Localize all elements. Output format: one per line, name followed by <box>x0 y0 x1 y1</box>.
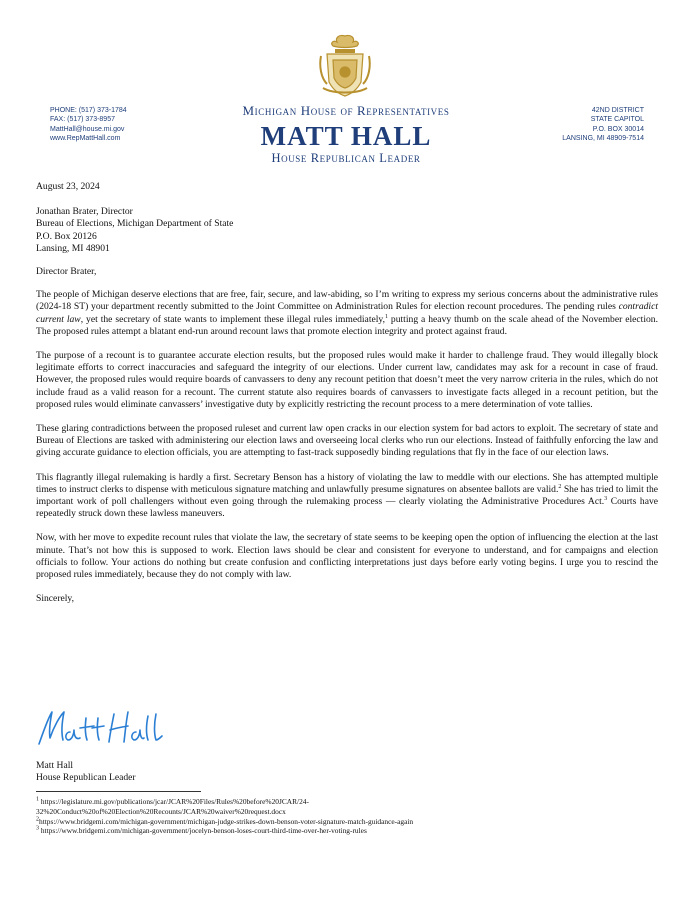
capitol-text: STATE CAPITOL <box>590 116 644 124</box>
footnote-ref[interactable]: 3 <box>604 495 608 502</box>
phone-text: PHONE: (517) 373-1784 <box>50 107 127 114</box>
paragraph-text: , yet the secretary of state wants to implement these illegal rules immediately, <box>80 313 385 325</box>
footnote-link[interactable]: https://www.bridgemi.com/michigan-government/jocelyn-benson-loses-court-third-time-over-her-voting-rules <box>39 826 367 836</box>
recipient-address <box>36 206 658 255</box>
footnote-1 <box>36 797 666 807</box>
paragraph-text: This flagrantly illegal rulemaking is hardly a first. Secretary Benson has a history of violating the law to meddle with our elections. She has attempted multiple times to instruct clerks to dispense with meticulous signature matching and unlawfully presume signatures on absentee ballots are valid. <box>36 471 658 495</box>
footnote-ref[interactable]: 1 <box>384 313 388 320</box>
emphasis-text: contradict current law <box>36 301 658 325</box>
paragraph-2: The purpose of a recount is to guarantee accurate election results, but the proposed rules would make it harder to challenge fraud. They would illegally block legitimate efforts to correct inaccuracies and safeguard the integrity of our elections. Under current law, candidates may ask for a recount in case of fraud. However, the proposed rules would require boards of canvassers to deny any recount petition that doesn’t meet the very narrow criteria in the rules, which do not include fraud as a valid reason for a recount. The current statute also requires boards of canvassers to investigate facts alleged in a recount petition, but the proposed rules would eliminate canvassers’ investigative duty by explicitly restricting the recount process to a mere determination of vote tallies. <box>36 350 658 410</box>
recipient-line: Bureau of Elections, Michigan Department of State <box>36 218 234 230</box>
paragraph-3: These glaring contradictions between the proposed ruleset and current law open cracks in our election system for bad actors to exploit. The secretary of state and Bureau of Elections are tasked with administering our election laws and overseeing local clerks who run our elections. Instead of faithfully enforcing the law and giving accurate guidance to election officials, you are attempting to fast-track supposedly binding regulations that fly in the face of our election laws. <box>36 423 658 459</box>
footnote-ref[interactable]: 2 <box>558 483 562 490</box>
letterhead-contact-right <box>562 106 644 143</box>
po-box-text: P.O. BOX 30014 <box>592 125 644 133</box>
representative-title: House Republican Leader <box>271 151 421 165</box>
paragraph-text: putting a heavy thumb on the scale ahead of the November election. The proposed rules attempt a blatant end-run around recount laws that promote election integrity and protect against fraud. <box>36 313 658 337</box>
paragraph-text: Courts have repeatedly struck down these lawless maneuvers. <box>36 496 659 520</box>
footnote-mark: 3 <box>36 825 39 832</box>
letter-date: August 23, 2024 <box>36 181 100 192</box>
fax-text: FAX: (517) 373-8957 <box>50 116 115 124</box>
footnotes <box>36 797 666 836</box>
footnote-3 <box>36 826 666 836</box>
paragraph-4 <box>36 472 658 521</box>
email-link[interactable]: MattHall@house.mi.gov <box>50 125 125 133</box>
footnote-1-continued <box>36 807 666 817</box>
signer-name: Matt Hall <box>36 760 74 771</box>
city-text: LANSING, MI 48909-7514 <box>562 134 644 142</box>
district-text: 42ND DISTRICT <box>591 107 644 114</box>
signer-block <box>36 760 136 784</box>
handwritten-signature <box>36 706 166 750</box>
michigan-state-seal-icon <box>313 32 377 102</box>
footnote-divider <box>36 791 201 792</box>
footnote-mark: 1 <box>36 796 39 803</box>
recipient-line: Lansing, MI 48901 <box>36 242 110 254</box>
signer-title: House Republican Leader <box>36 772 136 784</box>
closing: Sincerely, <box>36 593 75 605</box>
representative-name: MATT HALL <box>260 121 432 151</box>
paragraph-1 <box>36 289 658 338</box>
paragraph-5: Now, with her move to expedite recount rules that violate the law, the secretary of state seems to be keeping open the option of influencing the election at the last minute. That’s not how this is supposed to work. Election laws should be clear and consistent for everyone to understand, and for campaigns and election officials to follow. Your actions do nothing but create confusion and conflicting interpretations just days before early voting begins. I urge you to rescind the proposed rules immediately, because they do not comply with law. <box>36 532 658 581</box>
chamber-name: Michigan House of Representatives <box>242 103 450 118</box>
paragraph-text: She has tried to limit the important work of poll challengers without even going through the rulemaking process — clearly violating the Administrative Procedures Act. <box>36 483 658 508</box>
website-link[interactable]: www.RepMattHall.com <box>50 134 121 142</box>
recipient-line: P.O. Box 20126 <box>36 230 97 242</box>
footnote-mark: 2 <box>36 816 39 823</box>
salutation: Director Brater, <box>36 266 97 278</box>
footnote-2 <box>36 817 666 827</box>
footnote-link[interactable]: 32%20Conduct%20of%20Election%20Recounts/JCAR%20waiver%20request.docx <box>36 806 286 816</box>
footnote-link[interactable]: https://www.bridgemi.com/michigan-government/michigan-judge-strikes-down-benson-voter-signature-match-guidance-again <box>39 816 414 826</box>
recipient-line: Jonathan Brater, Director <box>36 206 133 218</box>
letter-body <box>36 181 658 605</box>
paragraph-text: The people of Michigan deserve elections that are free, fair, secure, and law-abiding, so I’m writing to express my serious concerns about the administrative rules (2024-18 ST) your department recently submitted to the Joint Committee on Administration Rules for election recount procedures. The pending rules <box>36 289 658 313</box>
footnote-link[interactable]: https://legislature.mi.gov/publications/jcar/JCAR%20Files/Rules%20before%20JCAR/24- <box>39 797 309 806</box>
